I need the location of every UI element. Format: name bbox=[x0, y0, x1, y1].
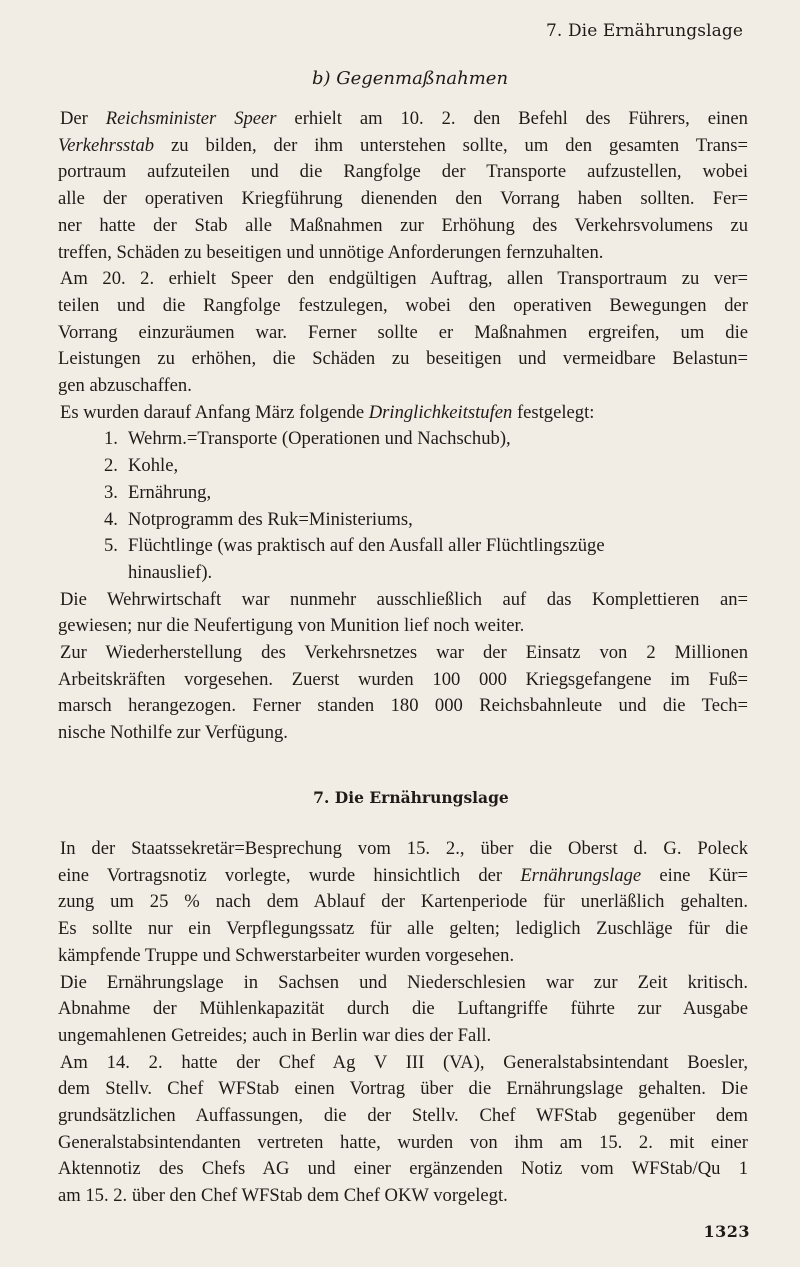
body-text-block-a bbox=[58, 106, 748, 747]
text-line bbox=[58, 1050, 748, 1077]
priority-list-item bbox=[58, 533, 748, 586]
paragraph-group-b bbox=[58, 587, 748, 747]
text-line bbox=[58, 916, 748, 943]
list-item-text bbox=[128, 453, 748, 480]
text-run: Die Ernährungslage in Sachsen und Niederschlesien war zur Zeit kritisch. bbox=[60, 971, 748, 993]
text-line bbox=[58, 213, 748, 240]
text-line bbox=[58, 240, 748, 267]
list-item-text bbox=[128, 507, 748, 534]
text-run: Vorrang einzuräumen war. Ferner sollte er Maßnahmen ergreifen, um die bbox=[58, 321, 748, 343]
text-run: Der bbox=[60, 108, 106, 129]
priority-list-item bbox=[58, 480, 748, 507]
priority-list-item bbox=[58, 426, 748, 453]
running-head-text: 7. Die Ernährungslage bbox=[546, 21, 743, 41]
text-line bbox=[58, 889, 748, 916]
text-run: Arbeitskräften vorgesehen. Zuerst wurden 100 000 Kriegsgefangene im Fuß= bbox=[58, 668, 748, 690]
text-line bbox=[58, 293, 748, 320]
paragraph bbox=[58, 836, 748, 970]
text-line bbox=[58, 943, 748, 970]
text-run: Zur Wiederherstellung des Verkehrsnetzes war der Einsatz von 2 Millionen bbox=[60, 642, 748, 664]
text-run: Es sollte nur ein Verpflegungssatz für alle gelten; lediglich Zuschläge für die bbox=[58, 918, 748, 940]
text-line bbox=[58, 836, 748, 863]
text-run: ner hatte der Stab alle Maßnahmen zur Erhöhung des Verkehrsvolumens zu bbox=[58, 214, 748, 236]
text-run: Aktennotiz des Chefs AG und einer ergänzenden Notiz vom WFStab/Qu 1 bbox=[58, 1158, 748, 1180]
paragraph-group-a bbox=[58, 106, 748, 426]
text-run: festgelegt: bbox=[512, 401, 595, 423]
text-line bbox=[58, 1130, 748, 1157]
text-run: Es wurden darauf Anfang März folgende bbox=[60, 401, 369, 423]
text-run: kämpfende Truppe und Schwerstarbeiter wurden vorgesehen. bbox=[58, 944, 515, 966]
paragraph bbox=[58, 640, 748, 747]
priority-list bbox=[58, 426, 748, 586]
paragraph bbox=[58, 106, 748, 266]
text-line bbox=[58, 186, 748, 213]
list-item-text bbox=[128, 426, 748, 453]
italic-term: Ernährungslage bbox=[520, 864, 642, 886]
list-item-text bbox=[128, 480, 748, 507]
text-run: teilen und die Rangfolge festzulegen, wobei den operativen Bewegungen der bbox=[58, 294, 748, 316]
priority-list-item bbox=[58, 453, 748, 480]
text-run: ungemahlenen Getreides; auch in Berlin war dies der Fall. bbox=[58, 1024, 492, 1046]
text-run: Die Wehrwirtschaft war nunmehr ausschließlich auf das Komplettieren an= bbox=[60, 588, 748, 610]
text-line: Flüchtlinge (was praktisch auf den Ausfall aller Flüchtlingszüge bbox=[128, 535, 605, 557]
page-number: 1323 bbox=[703, 1222, 750, 1241]
text-line bbox=[58, 667, 748, 694]
text-run: gen abzuschaffen. bbox=[58, 375, 192, 397]
text-line bbox=[58, 996, 748, 1023]
text-line bbox=[58, 1156, 748, 1183]
text-line bbox=[58, 1103, 748, 1130]
paragraph bbox=[58, 400, 748, 427]
text-run: Generalstabsintendanten vertreten hatte, wurden von ihm am 15. 2. mit einer bbox=[58, 1131, 748, 1153]
section-heading: 7. Die Ernährungslage bbox=[313, 788, 509, 807]
body-text-block-c bbox=[58, 836, 748, 1210]
text-line: hinauslief). bbox=[128, 561, 213, 583]
text-run: Am 14. 2. hatte der Chef Ag V III (VA), Generalstabsintendant Boesler, bbox=[60, 1051, 748, 1073]
text-run: treffen, Schäden zu beseitigen und unnötige Anforderungen fernzuhalten. bbox=[58, 241, 604, 263]
text-line bbox=[58, 320, 748, 347]
italic-term: Dringlichkeitstufen bbox=[368, 401, 513, 423]
text-run: In der Staatssekretär=Besprechung vom 15. 2., über die Oberst d. G. Poleck bbox=[60, 838, 748, 859]
paragraph-group-c bbox=[58, 836, 748, 1210]
paragraph bbox=[58, 970, 748, 1050]
paragraph bbox=[58, 266, 748, 400]
text-run: erhielt am 10. 2. den Befehl des Führers, einen bbox=[276, 108, 748, 129]
text-run: eine Vortragsnotiz vorlegte, wurde hinsichtlich der bbox=[58, 864, 521, 886]
list-item-number: 3. bbox=[104, 481, 118, 503]
text-line bbox=[58, 346, 748, 373]
priority-list-item bbox=[58, 507, 748, 534]
list-item-number: 4. bbox=[104, 508, 118, 530]
text-line bbox=[58, 1183, 748, 1210]
list-item-number: 2. bbox=[104, 455, 118, 477]
list-item-text bbox=[128, 533, 748, 586]
text-line bbox=[58, 970, 748, 997]
text-line bbox=[58, 266, 748, 293]
italic-term: Verkehrsstab bbox=[58, 134, 155, 156]
text-line bbox=[58, 400, 748, 427]
italic-term: Reichsminister Speer bbox=[105, 108, 277, 129]
text-run: gewiesen; nur die Neufertigung von Munition lief noch weiter. bbox=[58, 615, 525, 637]
list-item-number: 5. bbox=[104, 535, 118, 557]
text-run: dem Stellv. Chef WFStab einen Vortrag über die Ernährungslage gehalten. Die bbox=[58, 1078, 748, 1100]
text-run: am 15. 2. über den Chef WFStab dem Chef OKW vorgelegt. bbox=[58, 1185, 508, 1207]
list-item-number: 1. bbox=[104, 428, 118, 450]
text-run: marsch herangezogen. Ferner standen 180 000 Reichsbahnleute und die Tech= bbox=[58, 695, 748, 717]
text-run: Leistungen zu erhöhen, die Schäden zu beseitigen und vermeidbare Belastun= bbox=[58, 348, 748, 370]
text-run: grundsätzlichen Auffassungen, die der Stellv. Chef WFStab gegenüber dem bbox=[58, 1105, 748, 1127]
text-line: Notprogramm des Ruk=Ministeriums, bbox=[128, 508, 413, 530]
text-line: Kohle, bbox=[128, 455, 179, 477]
text-run: zu bilden, der ihm unterstehen sollte, um den gesamten Trans= bbox=[154, 134, 748, 156]
text-line: Wehrm.=Transporte (Operationen und Nachschub), bbox=[128, 428, 511, 450]
text-line bbox=[58, 1076, 748, 1103]
text-run: Am 20. 2. erhielt Speer den endgültigen Auftrag, allen Transportraum zu ver= bbox=[60, 268, 748, 290]
text-run: nische Nothilfe zur Verfügung. bbox=[58, 722, 288, 744]
text-line bbox=[58, 1023, 748, 1050]
text-line bbox=[58, 133, 748, 160]
text-run: zung um 25 % nach dem Ablauf der Kartenperiode für unerläßlich gehalten. bbox=[58, 891, 748, 913]
text-line: Ernährung, bbox=[128, 481, 212, 503]
subsection-heading: b) Gegenmaßnahmen bbox=[311, 68, 509, 89]
text-run: eine Kür= bbox=[641, 864, 748, 886]
text-line bbox=[58, 159, 748, 186]
text-run: Abnahme der Mühlenkapazität durch die Luftangriffe führte zur Ausgabe bbox=[58, 998, 748, 1020]
text-line bbox=[58, 693, 748, 720]
text-line bbox=[58, 587, 748, 614]
text-line bbox=[58, 613, 748, 640]
text-line bbox=[58, 373, 748, 400]
text-line bbox=[58, 863, 748, 890]
text-run: portraum aufzuteilen und die Rangfolge der Transporte aufzustellen, wobei bbox=[58, 161, 748, 183]
text-run: alle der operativen Kriegführung dienenden den Vorrang haben sollten. Fer= bbox=[58, 188, 748, 210]
text-line bbox=[58, 640, 748, 667]
paragraph bbox=[58, 1050, 748, 1210]
running-head bbox=[0, 0, 800, 52]
text-line bbox=[58, 106, 748, 133]
paragraph bbox=[58, 587, 748, 640]
text-line bbox=[58, 720, 748, 747]
